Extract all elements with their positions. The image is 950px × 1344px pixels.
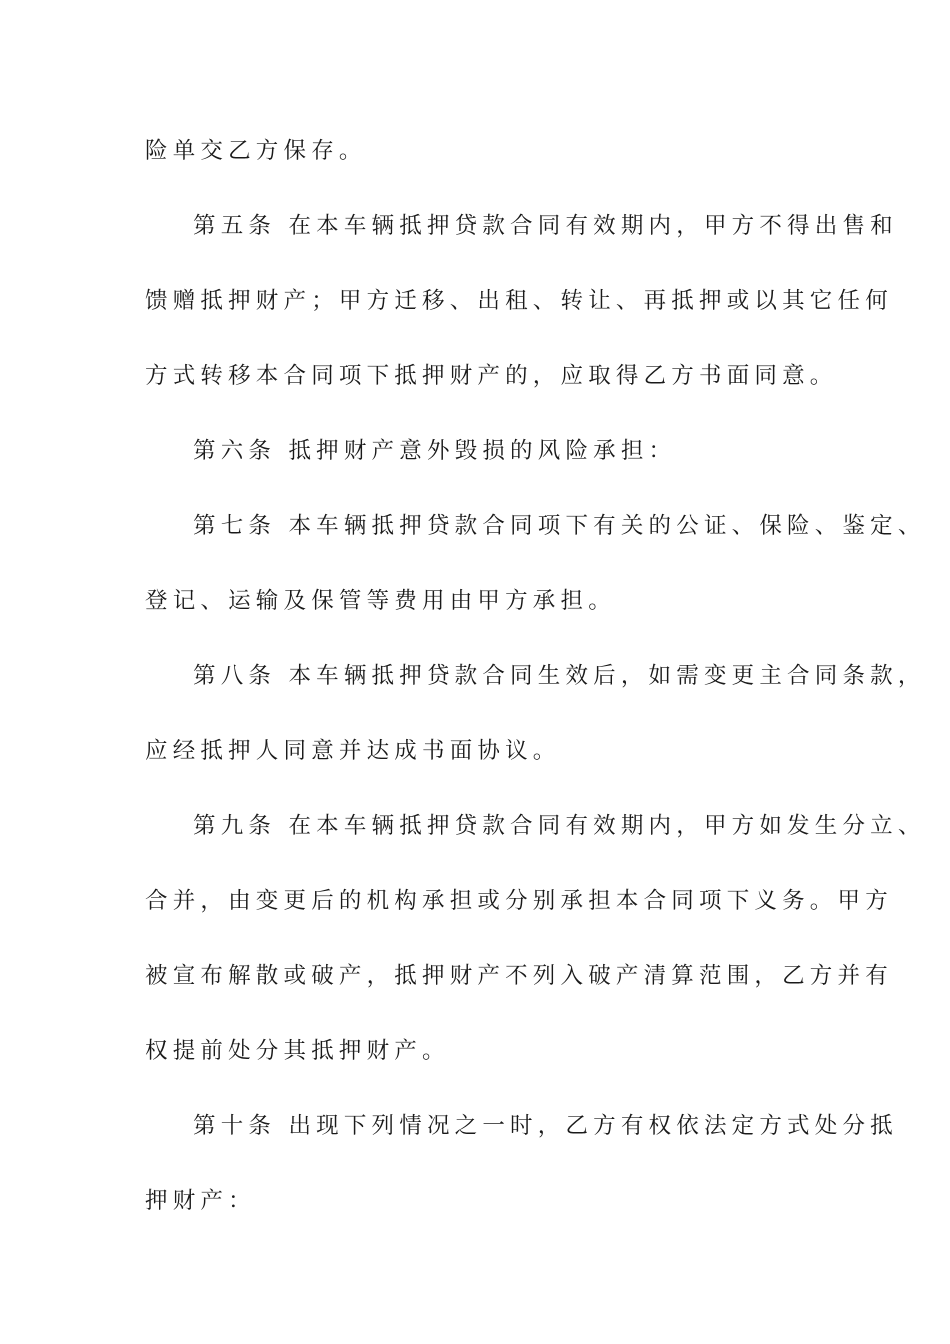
article-7-line-2: 登记、运输及保管等费用由甲方承担。 [145, 588, 616, 614]
article-10-line-2: 押财产： [145, 1188, 256, 1214]
article-8-line-2: 应经抵押人同意并达成书面协议。 [145, 738, 561, 764]
article-8-line-1: 第八条 本车辆抵押贷款合同生效后，如需变更主合同条款， [193, 663, 926, 689]
article-9-line-4: 权提前处分其抵押财产。 [145, 1038, 450, 1064]
text-line-1: 险单交乙方保存。 [145, 138, 367, 164]
article-9-line-3: 被宣布解散或破产，抵押财产不列入破产清算范围，乙方并有 [145, 963, 893, 989]
article-5-line-3: 方式转移本合同项下抵押财产的，应取得乙方书面同意。 [145, 363, 838, 389]
article-5-line-1: 第五条 在本车辆抵押贷款合同有效期内，甲方不得出售和 [193, 213, 898, 239]
article-9-line-2: 合并，由变更后的机构承担或分别承担本合同项下义务。甲方 [145, 888, 893, 914]
article-6-line-1: 第六条 抵押财产意外毁损的风险承担： [193, 438, 677, 464]
article-10-line-1: 第十条 出现下列情况之一时，乙方有权依法定方式处分抵 [193, 1113, 898, 1139]
article-9-line-1: 第九条 在本车辆抵押贷款合同有效期内，甲方如发生分立、 [193, 813, 926, 839]
article-5-line-2: 馈赠抵押财产；甲方迁移、出租、转让、再抵押或以其它任何 [145, 288, 893, 314]
article-7-line-1: 第七条 本车辆抵押贷款合同项下有关的公证、保险、鉴定、 [193, 513, 926, 539]
